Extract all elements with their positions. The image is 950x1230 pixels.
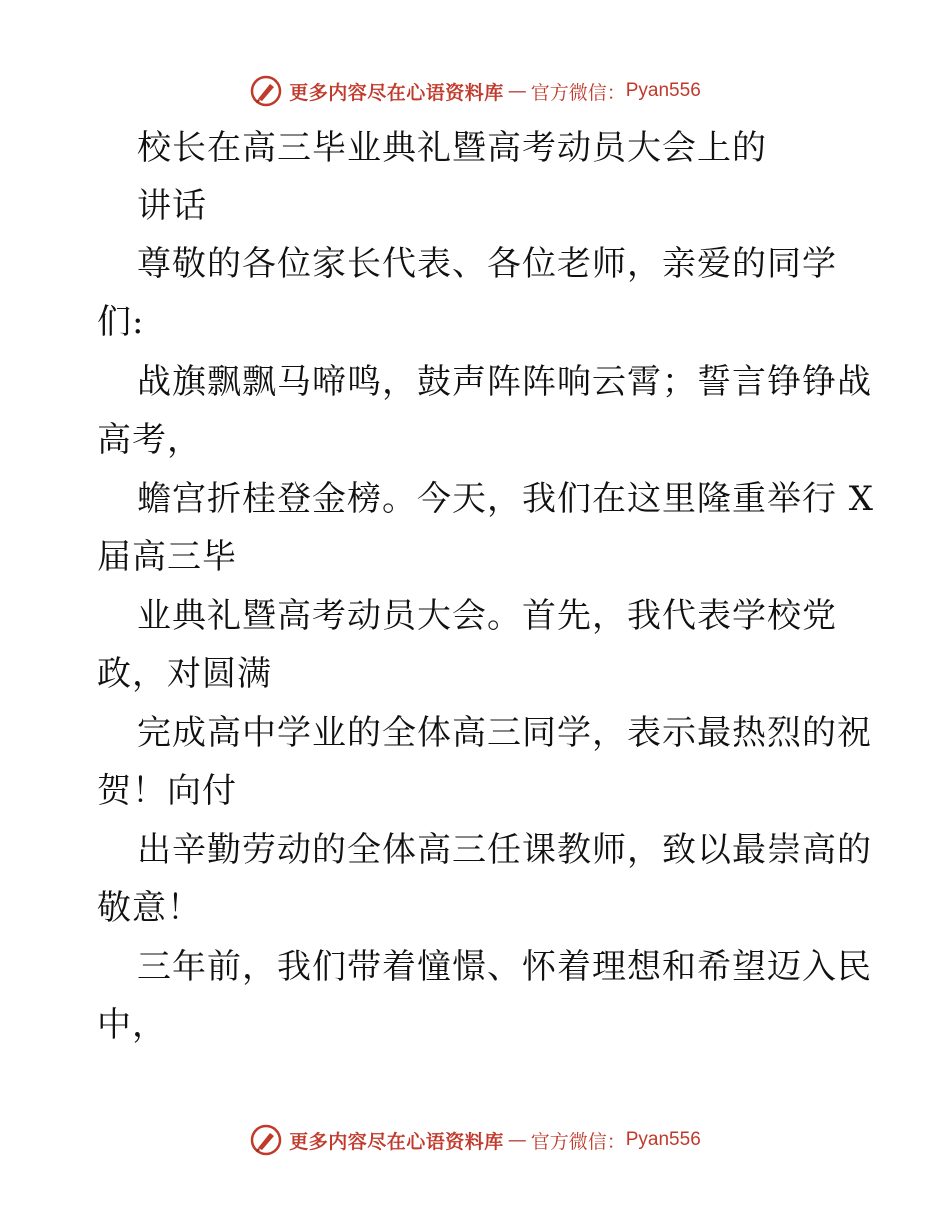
doc-text-line: 业典礼暨高考动员大会。首先，我代表学校党 [137,596,837,636]
brand-text: 更多内容尽在心语资料库 [289,1130,504,1153]
wechat-label: 官方微信： [530,1130,626,1153]
doc-text-line: 出辛勤劳动的全体高三任课教师，致以最崇高的 [137,830,872,870]
wechat-label: 官方微信： [530,81,626,104]
doc-text-line: 尊敬的各位家长代表、各位老师，亲爱的同学 [137,244,837,284]
footer-watermark [0,1120,950,1160]
separator: — [507,80,527,102]
doc-text-line: 贺！向付 [97,771,237,811]
doc-text-line: 高考， [97,420,202,460]
doc-title-line-2: 讲话 [137,186,207,226]
pen-nib-icon [249,74,283,108]
header-watermark [0,71,950,111]
doc-text-line: 们: [97,302,145,342]
pen-nib-icon [249,1123,283,1157]
doc-text-line: 完成高中学业的全体高三同学，表示最热烈的祝 [137,713,872,753]
doc-text-line: 政，对圆满 [97,654,272,694]
separator: — [507,1129,527,1151]
wechat-handle: Pyan556 [625,80,701,101]
doc-text-line: 蟾宫折桂登金榜。今天，我们在这里隆重举行 X [137,479,875,519]
wechat-handle: Pyan556 [625,1129,701,1150]
doc-text-line: 届高三毕 [97,537,237,577]
doc-text-line: 战旗飘飘马啼鸣，鼓声阵阵响云霄；誓言铮铮战 [137,362,872,402]
doc-text-line: 三年前，我们带着憧憬、怀着理想和希望迈入民 [137,947,872,987]
doc-text-line: 中， [97,1005,167,1045]
brand-text: 更多内容尽在心语资料库 [289,81,504,104]
doc-text-line: 敬意！ [97,888,202,928]
doc-title-line-1: 校长在高三毕业典礼暨高考动员大会上的 [137,128,767,168]
